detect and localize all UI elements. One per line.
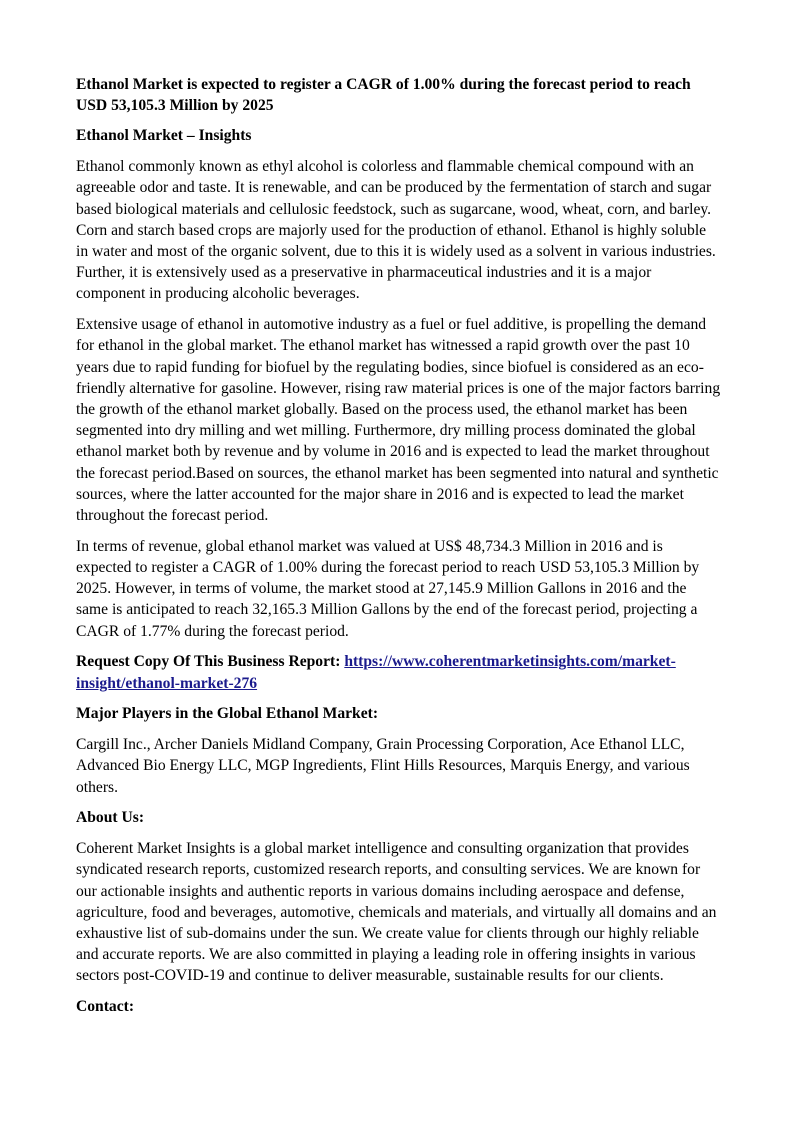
contact-heading: Contact: — [76, 998, 135, 1016]
insights-heading: Ethanol Market – Insights — [76, 127, 252, 145]
report-link[interactable]: https://www.coherentmarketinsights.com/market-insight/ethanol-market-276 — [76, 653, 676, 692]
paragraph-revenue: In terms of revenue, global ethanol market was valued at US$ 48,734.3 Million in 2016 and is expected to register a CAGR of 1.00% during the forecast period to reach USD 53,105.3 Million by 2025. However, in terms of volume, the market stood at 27,145.9 Million Gallons in 2016 and the same is anticipated to reach 32,165.3 Million Gallons by the end of the forecast period, projecting a CAGR of 1.77% during the forecast period. — [76, 537, 700, 640]
document-title: Ethanol Market is expected to register a CAGR of 1.00% during the forecast period to reach USD 53,105.3 Million by 2025 — [76, 76, 691, 115]
request-copy-label: Request Copy Of This Business Report: — [76, 653, 345, 671]
about-text: Coherent Market Insights is a global market intelligence and consulting organization that provides syndicated research reports, customized research reports, and consulting services. We are known for our actionable insights and authentic reports in various domains including aerospace and defense, agriculture, food and beverages, automotive, chemicals and materials, and virtually all domains and an exhaustive list of sub-domains under the sun. We create value for clients through our highly reliable and accurate reports. We are also committed in playing a leading role in offering insights in various sectors post-COVID-19 and continue to deliver measurable, sustainable results for our clients. — [76, 840, 717, 985]
request-copy-line — [76, 651, 721, 693]
paragraph-intro: Ethanol commonly known as ethyl alcohol is colorless and flammable chemical compound with an agreeable odor and taste. It is renewable, and can be produced by the fermentation of starch and sugar based biological materials and cellulosic feedstock, such as sugarcane, wood, wheat, corn, and barley. Corn and starch based crops are majorly used for the production of ethanol. Ethanol is highly soluble in water and most of the organic solvent, due to this it is widely used as a solvent in various industries. Further, it is extensively used as a preservative in pharmaceutical industries and it is a major component in producing alcoholic beverages. — [76, 158, 716, 303]
players-heading: Major Players in the Global Ethanol Market: — [76, 705, 379, 723]
paragraph-drivers: Extensive usage of ethanol in automotive industry as a fuel or fuel additive, is propelling the demand for ethanol in the global market. The ethanol market has witnessed a rapid growth over the past 10 years due to rapid funding for biofuel by the regulating bodies, since biofuel is considered as an eco-friendly alternative for gasoline. However, rising raw material prices is one of the major factors barring the growth of the ethanol market globally. Based on the process used, the ethanol market has been segmented into dry milling and wet milling. Furthermore, dry milling process dominated the global ethanol market both by revenue and by volume in 2016 and is expected to lead the market throughout the forecast period.Based on sources, the ethanol market has been segmented into natural and synthetic sources, where the latter accounted for the major share in 2016 and is expected to lead the market throughout the forecast period. — [76, 316, 721, 525]
players-text: Cargill Inc., Archer Daniels Midland Company, Grain Processing Corporation, Ace Ethanol LLC, Advanced Bio Energy LLC, MGP Ingredients, Flint Hills Resources, Marquis Energy, and various others. — [76, 736, 690, 796]
about-heading: About Us: — [76, 809, 145, 827]
document-page — [76, 74, 721, 1027]
